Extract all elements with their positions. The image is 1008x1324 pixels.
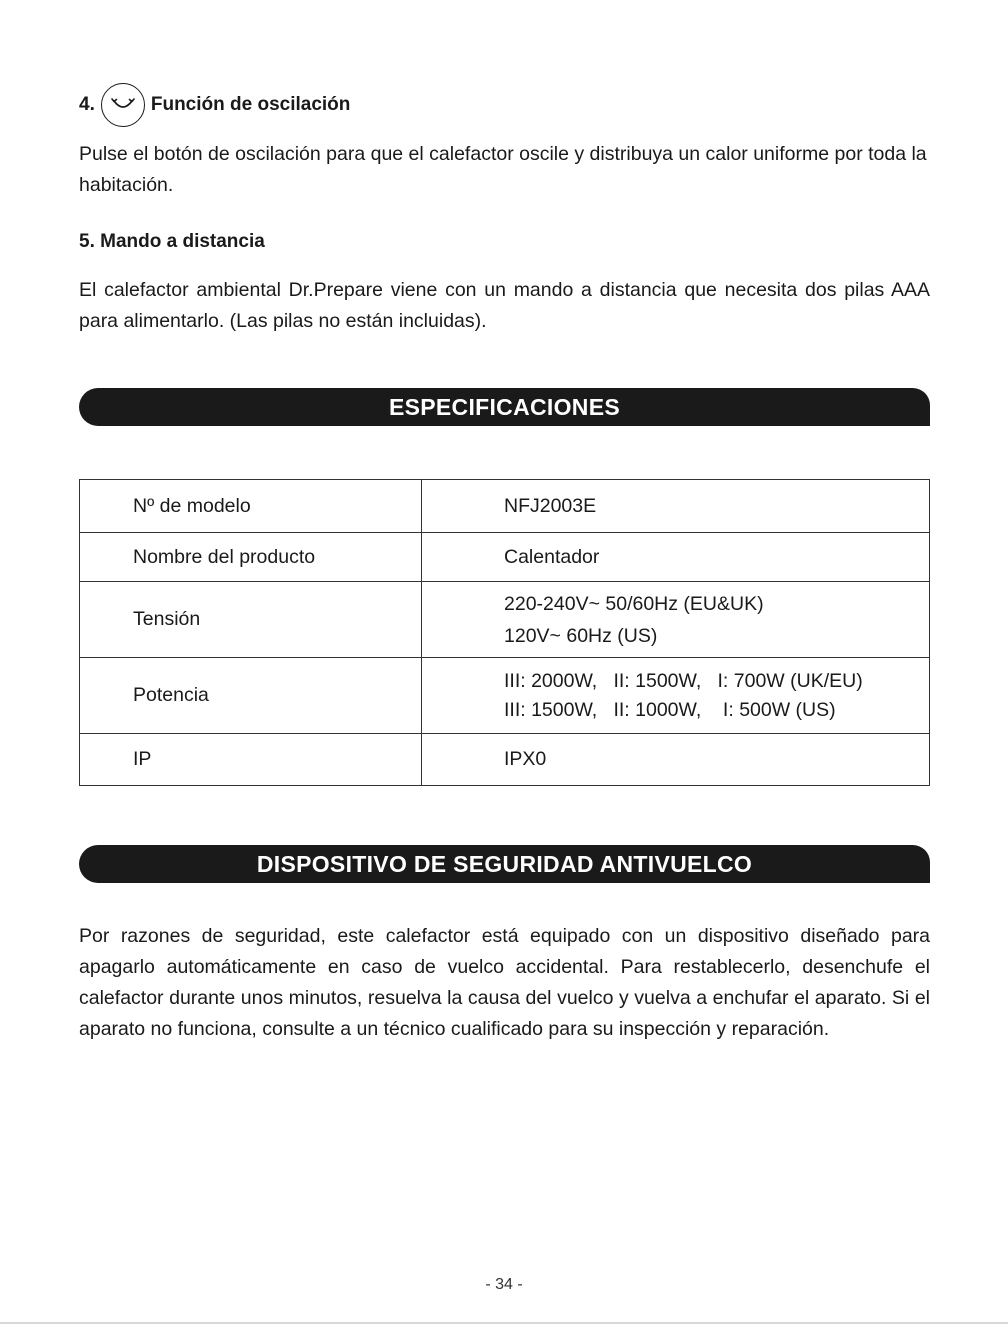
spec-value [422, 658, 930, 734]
page-number: - 34 - [485, 1276, 523, 1293]
oscillation-title: Función de oscilación [150, 94, 351, 115]
spec-value [422, 480, 930, 533]
remote-heading: 5. Mando a distancia [79, 231, 265, 252]
remote-text: El calefactor ambiental Dr.Prepare viene con un mando a distancia que necesita dos pilas AAA para alimentarlo. (Las pilas no están incluidas). [79, 279, 930, 332]
table-row [80, 480, 930, 533]
spec-value [422, 734, 930, 786]
spec-value-line: Calentador [504, 545, 600, 568]
table-row [80, 582, 930, 658]
anti-tip-text: Por razones de seguridad, este calefactor está equipado con un dispositivo diseñado para apagarlo automáticamente en caso de vuelco accidental. Para restablecerlo, desenchufe el calefactor durante unos minutos, resuelva la causa del vuelco y vuelva a enchufar el aparato. Si el aparato no funciona, consulte a un técnico cualificado para su inspección y reparación. [79, 925, 930, 1040]
spec-value-line: NFJ2003E [504, 494, 597, 517]
spec-value [422, 582, 930, 658]
spec-value-line: III: 1500W, II: 1000W, I: 500W (US) [504, 698, 836, 721]
oscillation-heading [79, 80, 350, 130]
specifications-banner: ESPECIFICACIONES [79, 388, 930, 426]
table-row [80, 734, 930, 786]
spec-value [422, 533, 930, 582]
table-row [80, 533, 930, 582]
spec-label: Tensión [80, 582, 422, 658]
spec-label: Nº de modelo [80, 480, 422, 533]
oscillation-icon [101, 83, 145, 127]
oscillation-arc-icon [111, 97, 135, 113]
section-number: 4. [79, 94, 95, 115]
spec-value-line: IPX0 [504, 748, 547, 770]
spec-value-line: 120V~ 60Hz (US) [504, 624, 658, 647]
spec-value-line: 220-240V~ 50/60Hz (EU&UK) [504, 592, 764, 615]
anti-tip-banner: DISPOSITIVO DE SEGURIDAD ANTIVUELCO [79, 845, 930, 883]
table-row [80, 658, 930, 734]
spec-label: Nombre del producto [80, 533, 422, 582]
specifications-table [79, 479, 930, 786]
spec-value-line: III: 2000W, II: 1500W, I: 700W (UK/EU) [504, 669, 863, 692]
spec-label: IP [80, 734, 422, 786]
spec-label: Potencia [80, 658, 422, 734]
oscillation-text: Pulse el botón de oscilación para que el calefactor oscile y distribuya un calor uniforme por toda la habitación. [79, 143, 927, 196]
